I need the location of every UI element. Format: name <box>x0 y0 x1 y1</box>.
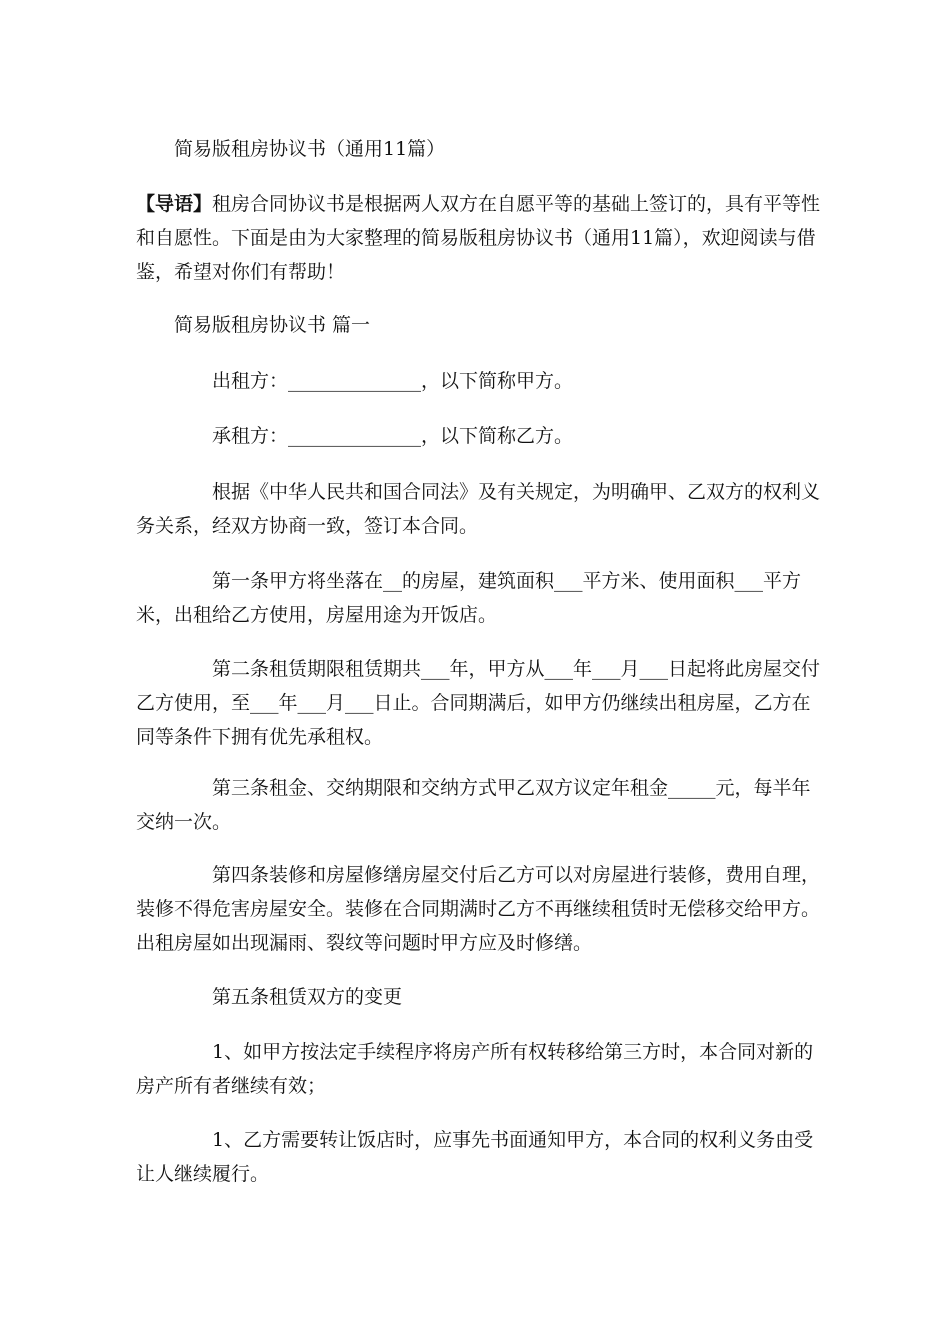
lessee-line: 承租方：______________，以下简称乙方。 <box>212 425 574 447</box>
clause-1: 1、如甲方按法定手续程序将房产所有权转移给第三方时，本合同对新的房产所有者继续有效； <box>136 1041 814 1097</box>
article-4: 第四条装修和房屋修缮房屋交付后乙方可以对房屋进行装修，费用自理，装修不得危害房屋安全。装修在合同期满时乙方不再继续租赁时无偿移交给甲方。出租房屋如出现漏雨、裂纹等问题时甲方应及时修缮。 <box>136 864 821 954</box>
section-heading: 简易版租房协议书 篇一 <box>174 314 371 336</box>
article-2: 第二条租赁期限租赁期共___年，甲方从___年___月___日起将此房屋交付乙方使用，至___年___月___日止。合同期满后，如甲方仍继续出租房屋，乙方在同等条件下拥有优先承租权。 <box>136 658 821 748</box>
article-3: 第三条租金、交纳期限和交纳方式甲乙双方议定年租金_____元，每半年交纳一次。 <box>136 777 811 833</box>
article-1: 第一条甲方将坐落在__的房屋，建筑面积___平方米、使用面积___平方米，出租给乙方使用，房屋用途为开饭店。 <box>136 570 802 626</box>
lessor-line: 出租方：______________，以下简称甲方。 <box>212 370 574 392</box>
article-5-heading: 第五条租赁双方的变更 <box>212 986 403 1008</box>
intro-text: 租房合同协议书是根据两人双方在自愿平等的基础上签订的，具有平等性和自愿性。下面是由为大家整理的简易版租房协议书（通用11篇），欢迎阅读与借鉴，希望对你们有帮助！ <box>136 193 821 283</box>
clause-2: 1、乙方需要转让饭店时，应事先书面通知甲方，本合同的权利义务由受让人继续履行。 <box>136 1129 814 1185</box>
preamble-paragraph: 根据《中华人民共和国合同法》及有关规定，为明确甲、乙双方的权利义务关系，经双方协商一致，签订本合同。 <box>136 481 821 537</box>
document-title: 简易版租房协议书（通用11篇） <box>174 138 446 160</box>
intro-tag: 【导语】 <box>136 193 213 215</box>
intro-paragraph <box>136 187 826 289</box>
